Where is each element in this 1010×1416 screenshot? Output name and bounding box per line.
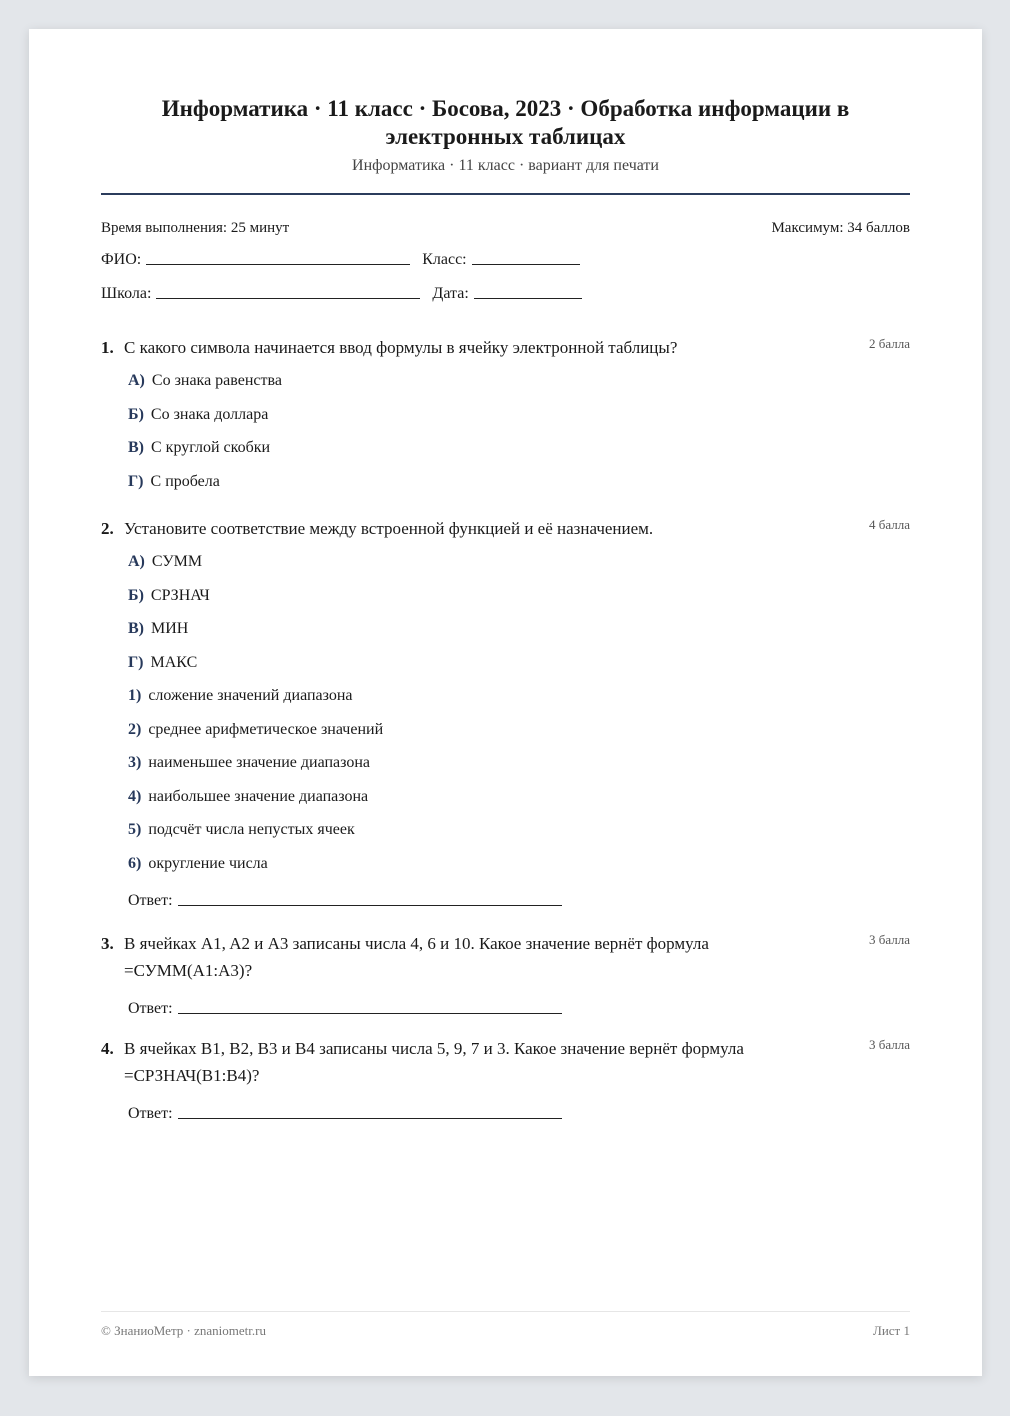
question-number: 2.	[101, 519, 114, 538]
question-1	[101, 334, 910, 498]
school-field[interactable]	[156, 297, 420, 299]
option-item[interactable]: Г) МАКС	[128, 653, 198, 671]
page-number: Лист 1	[873, 1323, 910, 1338]
question-number: 4.	[101, 1039, 114, 1058]
school-date-row	[101, 285, 582, 303]
question-number: 1.	[101, 338, 114, 357]
option-item[interactable]: Г) С пробела	[128, 472, 220, 490]
fio-label: ФИО:	[101, 251, 142, 268]
class-label: Класс:	[422, 251, 467, 268]
match-item[interactable]: 1) сложение значений диапазона	[128, 687, 353, 704]
class-field[interactable]	[472, 263, 580, 265]
page-subtitle: Информатика · 11 класс · вариант для печати	[352, 157, 659, 174]
header-divider	[101, 193, 910, 195]
match-item[interactable]: 6) округление числа	[128, 854, 268, 872]
option-item[interactable]: А) Со знака равенства	[128, 372, 282, 389]
option-item[interactable]: В) МИН	[128, 620, 189, 637]
question-points: 3 балла	[869, 1037, 910, 1052]
option-item[interactable]: В) С круглой скобки	[128, 439, 271, 456]
answer-label: Ответ:	[128, 892, 173, 909]
options-list	[128, 545, 910, 880]
question-text: Установите соответствие между встроенной функцией и её назначением.	[124, 519, 654, 538]
page-footer	[101, 1323, 910, 1339]
page-title: Информатика · 11 класс · Босова, 2023 · Обработка информации в электронных таблицах	[161, 96, 850, 149]
school-label: Школа:	[101, 285, 152, 302]
footer-divider	[101, 1311, 910, 1312]
meta-row	[101, 220, 910, 237]
date-label: Дата:	[432, 285, 469, 302]
question-points: 2 балла	[869, 336, 910, 351]
answer-field[interactable]	[178, 1117, 562, 1119]
date-field[interactable]	[474, 297, 582, 299]
answer-label: Ответ:	[128, 1000, 173, 1017]
question-points: 4 балла	[869, 517, 910, 532]
question-header	[101, 334, 910, 361]
question-text: В ячейках B1, B2, B3 и B4 записаны числа 5, 9, 7 и 3. Какое значение вернёт формула =СРЗНАЧ(B1:B4)?	[124, 1039, 744, 1085]
page-content	[101, 29, 910, 1376]
question-points: 3 балла	[869, 932, 910, 947]
footer-copyright: © ЗнаниоМетр · znaniometr.ru	[101, 1323, 266, 1338]
option-item[interactable]: Б) Со знака доллара	[128, 405, 269, 423]
question-3	[101, 930, 910, 1018]
answer-row	[128, 1093, 910, 1123]
fio-class-row	[101, 251, 580, 269]
question-number: 3.	[101, 934, 114, 953]
time-limit: Время выполнения: 25 минут	[101, 220, 290, 236]
question-2	[101, 515, 910, 910]
question-header	[101, 930, 910, 984]
answer-row	[128, 988, 910, 1018]
match-item[interactable]: 3) наименьшее значение диапазона	[128, 754, 371, 771]
match-item[interactable]: 5) подсчёт числа непустых ячеек	[128, 821, 355, 838]
match-item[interactable]: 4) наибольшее значение диапазона	[128, 787, 369, 805]
question-header	[101, 515, 910, 542]
max-score: Максимум: 34 баллов	[771, 220, 910, 236]
question-4	[101, 1035, 910, 1123]
option-item[interactable]: А) СУММ	[128, 553, 203, 570]
match-item[interactable]: 2) среднее арифметическое значений	[128, 720, 384, 738]
worksheet-page	[29, 29, 982, 1376]
answer-label: Ответ:	[128, 1105, 173, 1122]
answer-field[interactable]	[178, 1012, 562, 1014]
option-item[interactable]: Б) СРЗНАЧ	[128, 586, 210, 604]
answer-field[interactable]	[178, 904, 562, 906]
question-text: С какого символа начинается ввод формулы в ячейку электронной таблицы?	[124, 338, 678, 357]
question-text: В ячейках A1, A2 и A3 записаны числа 4, 6 и 10. Какое значение вернёт формула =СУММ(A1:A3)?	[124, 934, 709, 980]
fio-field[interactable]	[146, 263, 410, 265]
answer-row	[128, 880, 910, 910]
options-list	[128, 364, 910, 498]
question-header	[101, 1035, 910, 1089]
